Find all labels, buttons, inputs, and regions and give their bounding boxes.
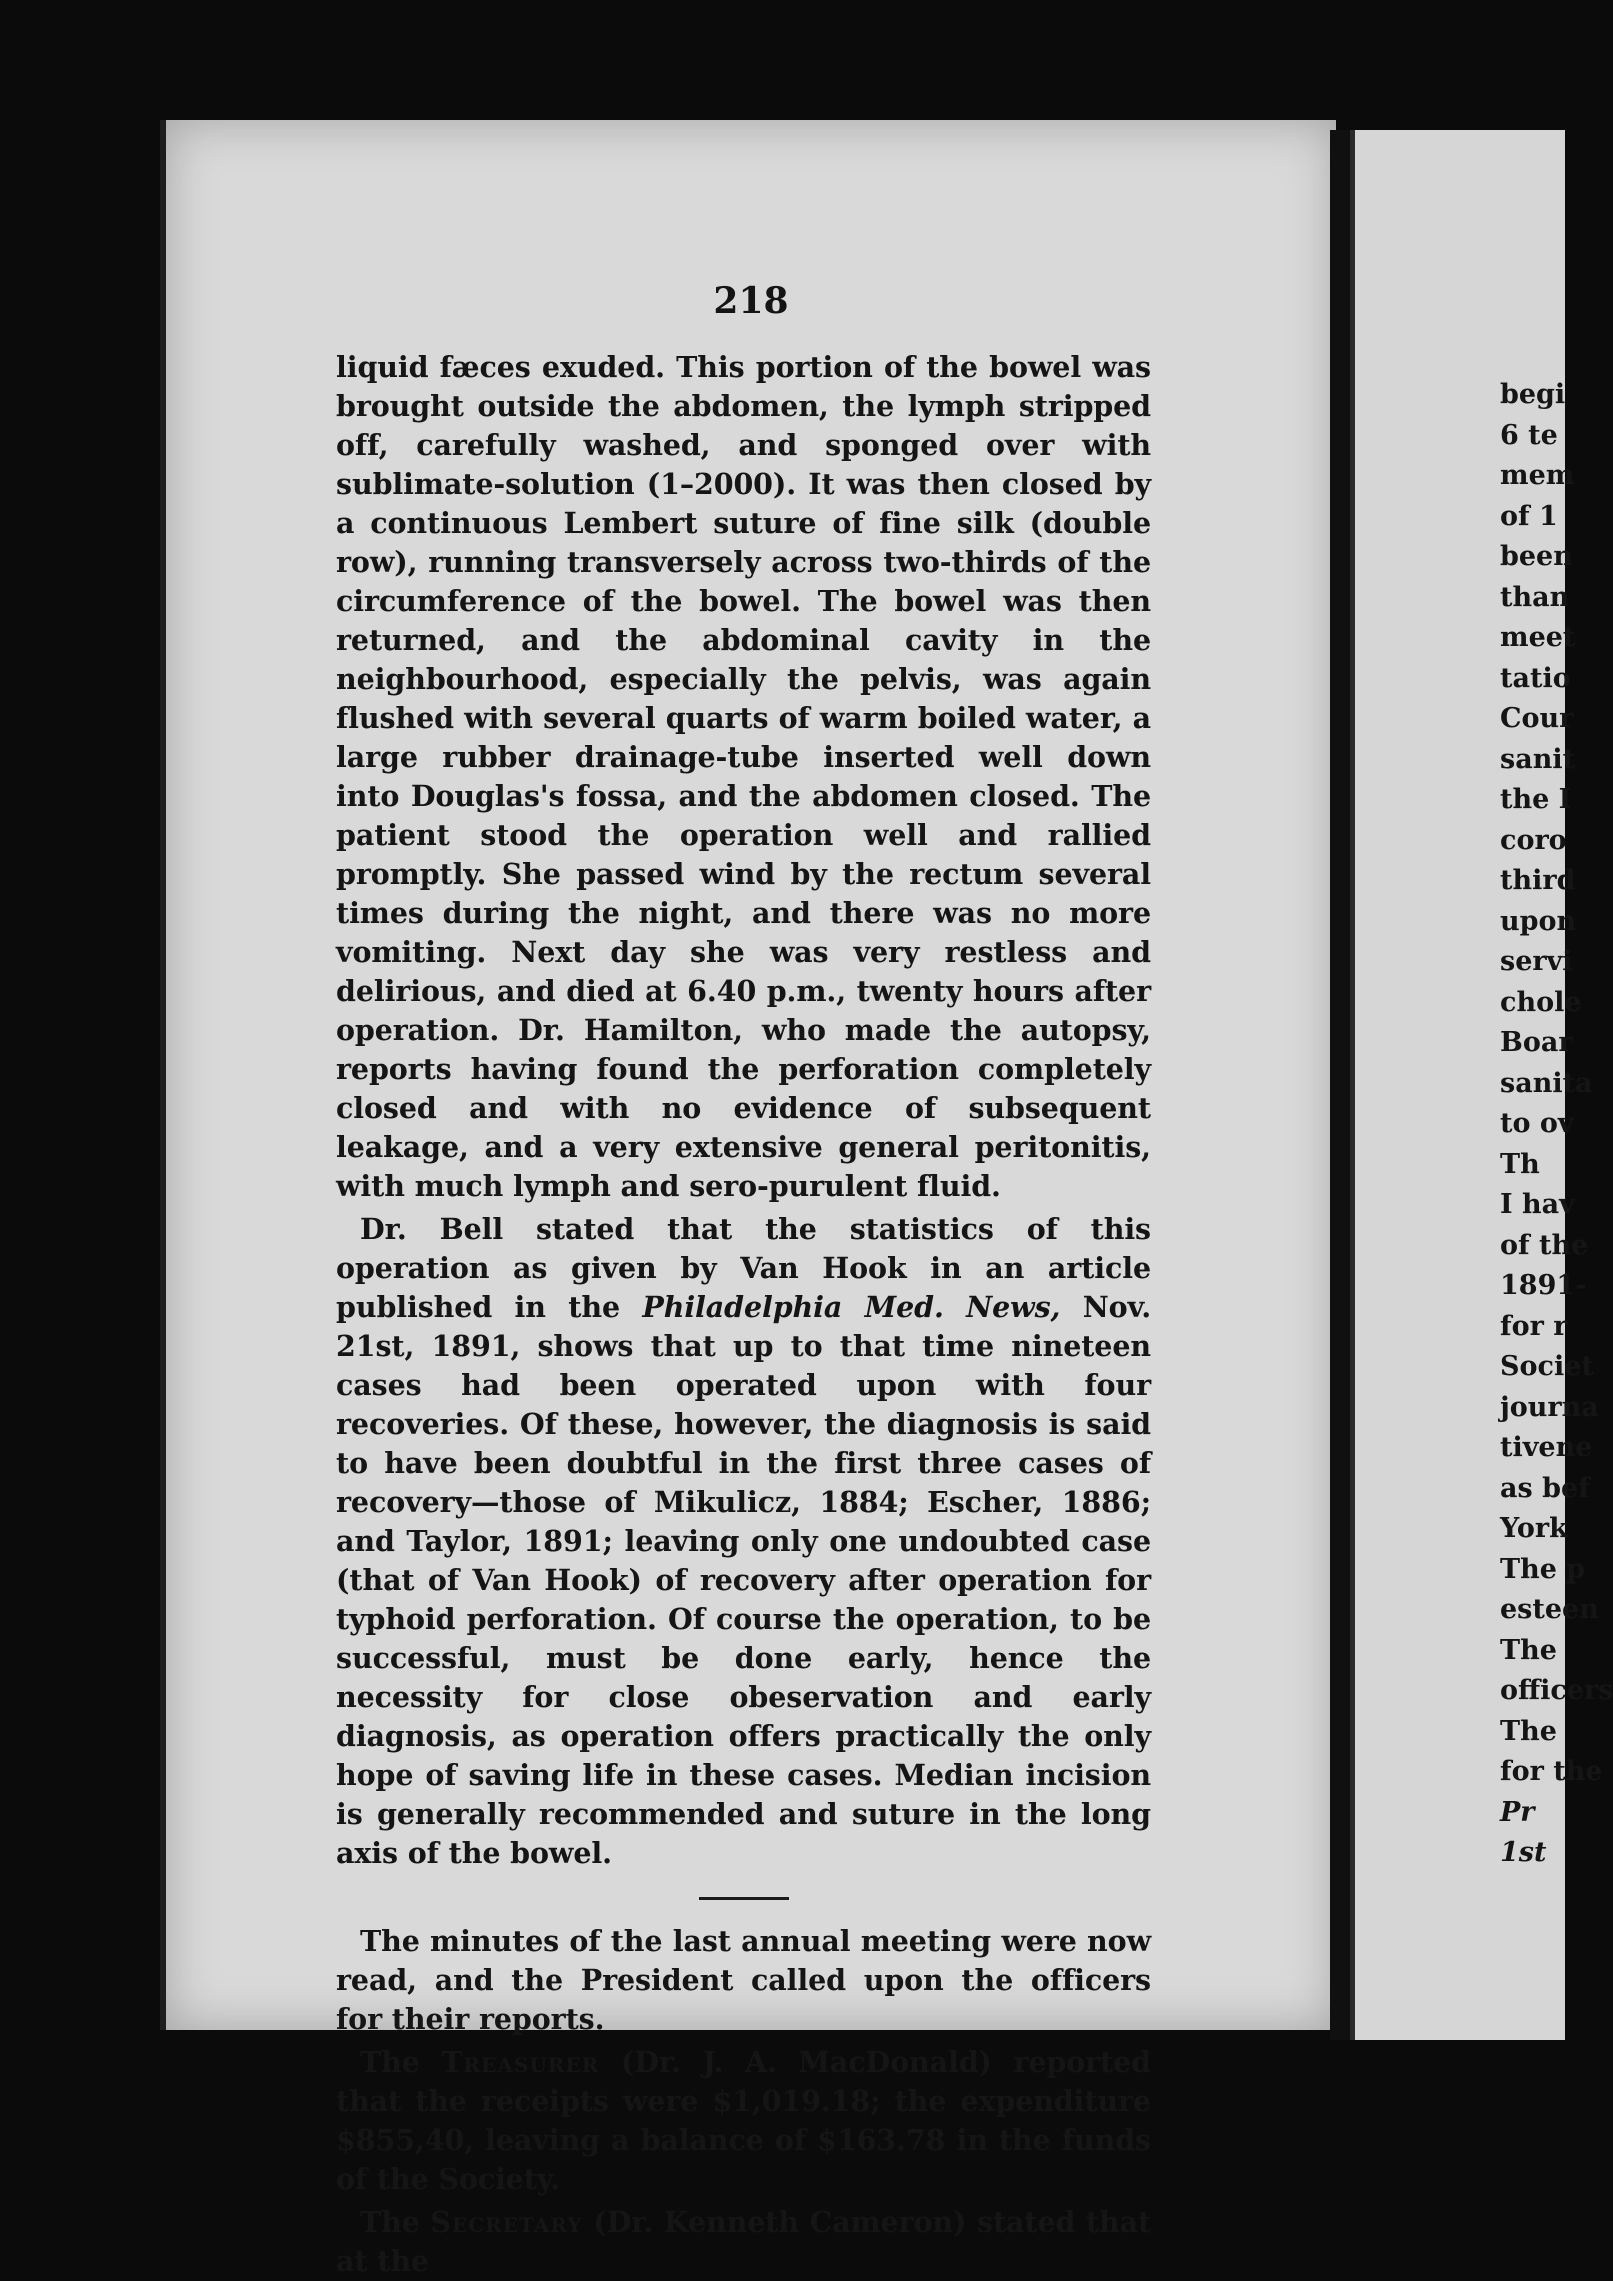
- right-line: sanita: [1500, 1067, 1593, 1099]
- right-line: Boar: [1500, 1027, 1573, 1058]
- right-line: Th: [1500, 1148, 1540, 1180]
- right-line: as bef: [1500, 1472, 1590, 1504]
- right-line: to ov: [1500, 1108, 1574, 1139]
- body-text: [336, 348, 1151, 2281]
- right-line: of 1: [1500, 500, 1558, 532]
- right-line: journa: [1500, 1391, 1599, 1423]
- secretary-article: The: [360, 2205, 420, 2239]
- treasurer-heading: Treasurer: [441, 2045, 600, 2079]
- right-line: for r: [1500, 1310, 1568, 1342]
- right-line: upon: [1500, 905, 1577, 937]
- right-line: 1st: [1500, 1837, 1547, 1868]
- right-line: 1891-: [1500, 1270, 1587, 1301]
- right-line: tivene: [1500, 1432, 1593, 1463]
- right-line: been: [1500, 541, 1573, 572]
- right-page-text: [1500, 375, 1613, 1874]
- page-number: 218: [713, 280, 789, 322]
- right-line: Societ: [1500, 1351, 1594, 1382]
- treasurer-report: (Dr. J. A. MacDonald) reported that the receipts were $1,019.18; the expenditure $855,40, leaving a balance of $163.78 in the funds of the Society.: [336, 2045, 1151, 2196]
- treasurer-article: The: [360, 2045, 420, 2079]
- paragraph-secretary: [336, 2203, 1151, 2281]
- right-line: meet: [1500, 622, 1576, 653]
- right-line: officers: [1500, 1675, 1613, 1706]
- statistics-text-end: Nov. 21st, 1891, shows that up to that time nineteen cases had been operated upon with four recoveries. Of these, however, the diagnosis is said to have been doubtful in the first three cases of recovery—those of Mikulicz, 1884; Escher, 1886; and Taylor, 1891; leaving only one undoubted case (that of Van Hook) of recovery after operation for typhoid perforation. Of course the operation, to be successful, must be done early, hence the necessity for close obeservation and early diagnosis, as operation offers practically the only hope of saving life in these cases. Median incision is generally recommended and suture in the long axis of the bowel.: [336, 1290, 1152, 1870]
- right-line: 6 te: [1500, 419, 1558, 451]
- section-divider: [699, 1897, 789, 1900]
- right-line: than: [1500, 581, 1570, 613]
- right-line: Pr: [1500, 1796, 1535, 1828]
- right-line: The: [1500, 1634, 1557, 1666]
- right-line: the I: [1500, 784, 1572, 815]
- book-gutter: [1330, 130, 1350, 2040]
- right-line: chole: [1500, 986, 1582, 1018]
- right-line: servi: [1500, 946, 1573, 977]
- right-line: I hav: [1500, 1189, 1575, 1220]
- paragraph-surgery-report: liquid fæces exuded. This portion of the bowel was brought outside the abdomen, the lymph stripped off, carefully washed, and sponged over with sublimate-solution (1–2000). It was then closed by a continuous Lembert suture of fine silk (double row), running transversely across two-thirds of the circumference of the bowel. The bowel was then returned, and the abdominal cavity in the neighbourhood, especially the pelvis, was again flushed with several quarts of warm boiled water, a large rubber drainage-tube inserted well down into Douglas's fossa, and the abdomen closed. The patient stood the operation well and rallied promptly. She passed wind by the rectum several times during the night, and there was no more vomiting. Next day she was very restless and delirious, and died at 6.40 p.m., twenty hours after operation. Dr. Hamilton, who made the autopsy, reports having found the perforation completely closed and with no evidence of subsequent leakage, and a very extensive general peritonitis, with much lymph and sero-purulent fluid.: [336, 350, 1151, 1203]
- paragraph-minutes: The minutes of the last annual meeting were now read, and the President called upon the officers for their reports.: [336, 1924, 1151, 2036]
- right-line: mem: [1500, 460, 1575, 491]
- statistics-text-start: Dr. Bell stated that the statistics of this operation as given by Van Hook in an article published in the: [336, 1212, 1151, 1324]
- right-line: sanit: [1500, 743, 1576, 775]
- right-line: begi: [1500, 379, 1566, 410]
- right-line: of the: [1500, 1229, 1589, 1261]
- right-line: York: [1500, 1513, 1568, 1544]
- right-line: esteen: [1500, 1594, 1599, 1625]
- right-line: coro: [1500, 824, 1567, 856]
- secretary-heading: Secretary: [430, 2205, 583, 2239]
- right-line: tatio: [1500, 662, 1571, 694]
- right-line: The: [1500, 1715, 1557, 1747]
- right-line: third: [1500, 865, 1576, 896]
- paragraph-treasurer: [336, 2043, 1151, 2199]
- left-page: [160, 120, 1336, 2278]
- right-page: [1350, 130, 1613, 2040]
- right-line: The p: [1500, 1553, 1586, 1585]
- right-line: Cour: [1500, 703, 1574, 734]
- paragraph-statistics: [336, 1210, 1151, 1873]
- right-line: for the: [1500, 1756, 1603, 1787]
- journal-title: Philadelphia Med. News,: [642, 1290, 1061, 1324]
- secretary-report: (Dr. Kenneth Cameron) stated that at the: [336, 2205, 1152, 2278]
